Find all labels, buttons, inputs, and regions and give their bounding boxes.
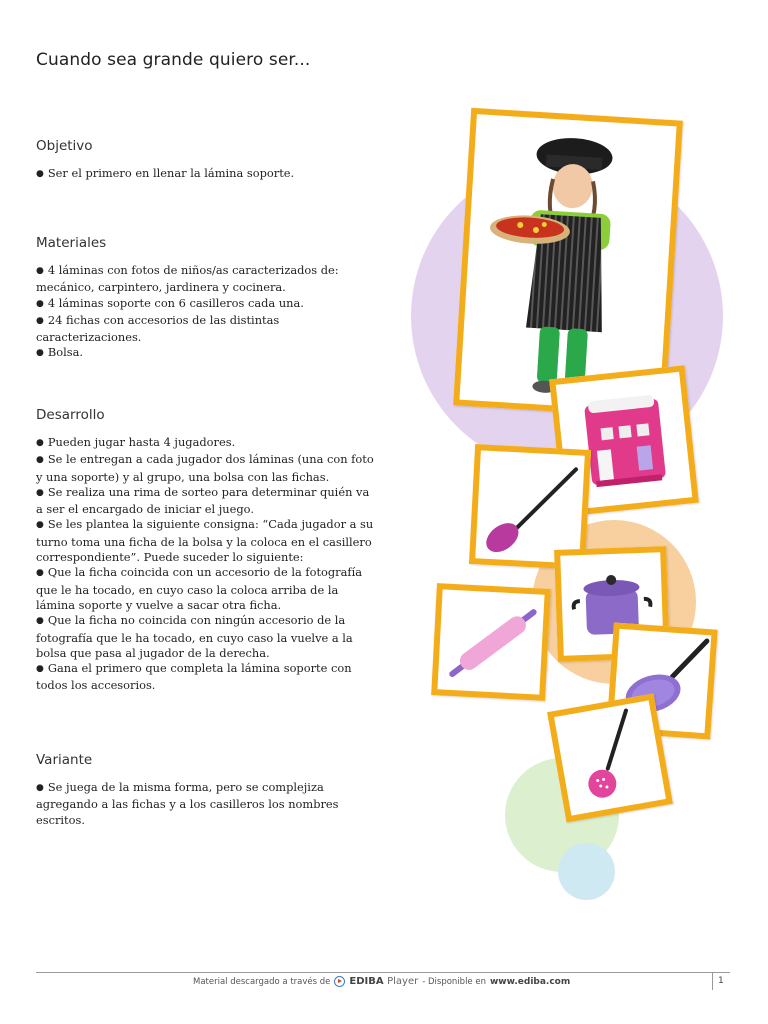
- variante-list: [36, 780, 376, 828]
- list-item: ● Se realiza una rima de sorteo para determinar quién va a ser el encargado de iniciar el juego.: [36, 485, 376, 518]
- list-item: ● Ser el primero en llenar la lámina soporte.: [36, 166, 376, 183]
- list-item: ● 24 fichas con accesorios de las distintas caracterizaciones.: [36, 313, 376, 346]
- footer-brand-name: EDIBA: [349, 976, 384, 987]
- list-item: ● Que la ficha no coincida con ningún accesorio de la fotografía que le ha tocado, en cuyo caso la vuelve a la bolsa que pasa al jugador de la derecha.: [36, 613, 376, 661]
- section-objetivo: [36, 138, 376, 183]
- section-heading-desarrollo: Desarrollo: [36, 407, 105, 423]
- list-item: ● Se juega de la misma forma, pero se complejiza agregando a las fichas y a los casilleros los nombres escritos.: [36, 780, 376, 828]
- page-title: Cuando sea grande quiero ser...: [36, 50, 311, 70]
- section-desarrollo: [36, 407, 376, 694]
- list-item: ● 4 láminas soporte con 6 casilleros cada una.: [36, 296, 376, 313]
- list-item: ● Se le entregan a cada jugador dos láminas (una con foto y una soporte) y al grupo, una bolsa con las fichas.: [36, 452, 376, 485]
- page-number: 1: [718, 976, 724, 986]
- skimmer-photo: [547, 693, 673, 822]
- list-item: ● Se les plantea la siguiente consigna: “Cada jugador a su turno toma una ficha de la bolsa y la coloca en el casillero correspondiente”. Puede suceder lo siguiente:: [36, 517, 376, 565]
- section-heading-variante: Variante: [36, 752, 93, 768]
- blue-circle: [558, 843, 615, 900]
- footer-prefix: Material descargado a través de: [193, 976, 331, 987]
- footer-url-link[interactable]: www.ediba.com: [489, 976, 571, 987]
- chef-girl-icon: [459, 114, 676, 412]
- section-materiales: [36, 235, 376, 363]
- list-item: ● Que la ficha coincida con un accesorio de la fotografía que le ha tocado, en cuyo caso la coloca arriba de la lámina soporte y vuelve a sacar otra ficha.: [36, 565, 376, 613]
- list-item: ● 4 láminas con fotos de niños/as caracterizados de: mecánico, carpintero, jardinera y cocinera.: [36, 263, 376, 296]
- footer-brand-suffix: Player: [387, 976, 419, 987]
- footer-divider-tick: [712, 972, 713, 990]
- footer-separator: - Disponible en: [422, 976, 486, 987]
- list-item: ● Gana el primero que completa la lámina soporte con todos los accesorios.: [36, 661, 376, 694]
- section-heading-objetivo: Objetivo: [36, 138, 93, 154]
- section-variante: [36, 752, 376, 828]
- footer-brand: [349, 976, 418, 987]
- objetivo-list: [36, 166, 376, 183]
- ladle-icon: [475, 450, 585, 563]
- footer-divider: [36, 972, 730, 973]
- footer: [193, 976, 570, 987]
- materiales-list: [36, 263, 376, 363]
- list-item: ● Bolsa.: [36, 345, 376, 362]
- rolling-pin-icon: [437, 589, 544, 694]
- skimmer-icon: [554, 700, 666, 815]
- list-item: ● Pueden jugar hasta 4 jugadores.: [36, 435, 376, 452]
- rolling-pin-photo: [431, 583, 551, 701]
- desarrollo-list: [36, 435, 376, 694]
- section-heading-materiales: Materiales: [36, 235, 107, 251]
- play-icon: [334, 976, 345, 987]
